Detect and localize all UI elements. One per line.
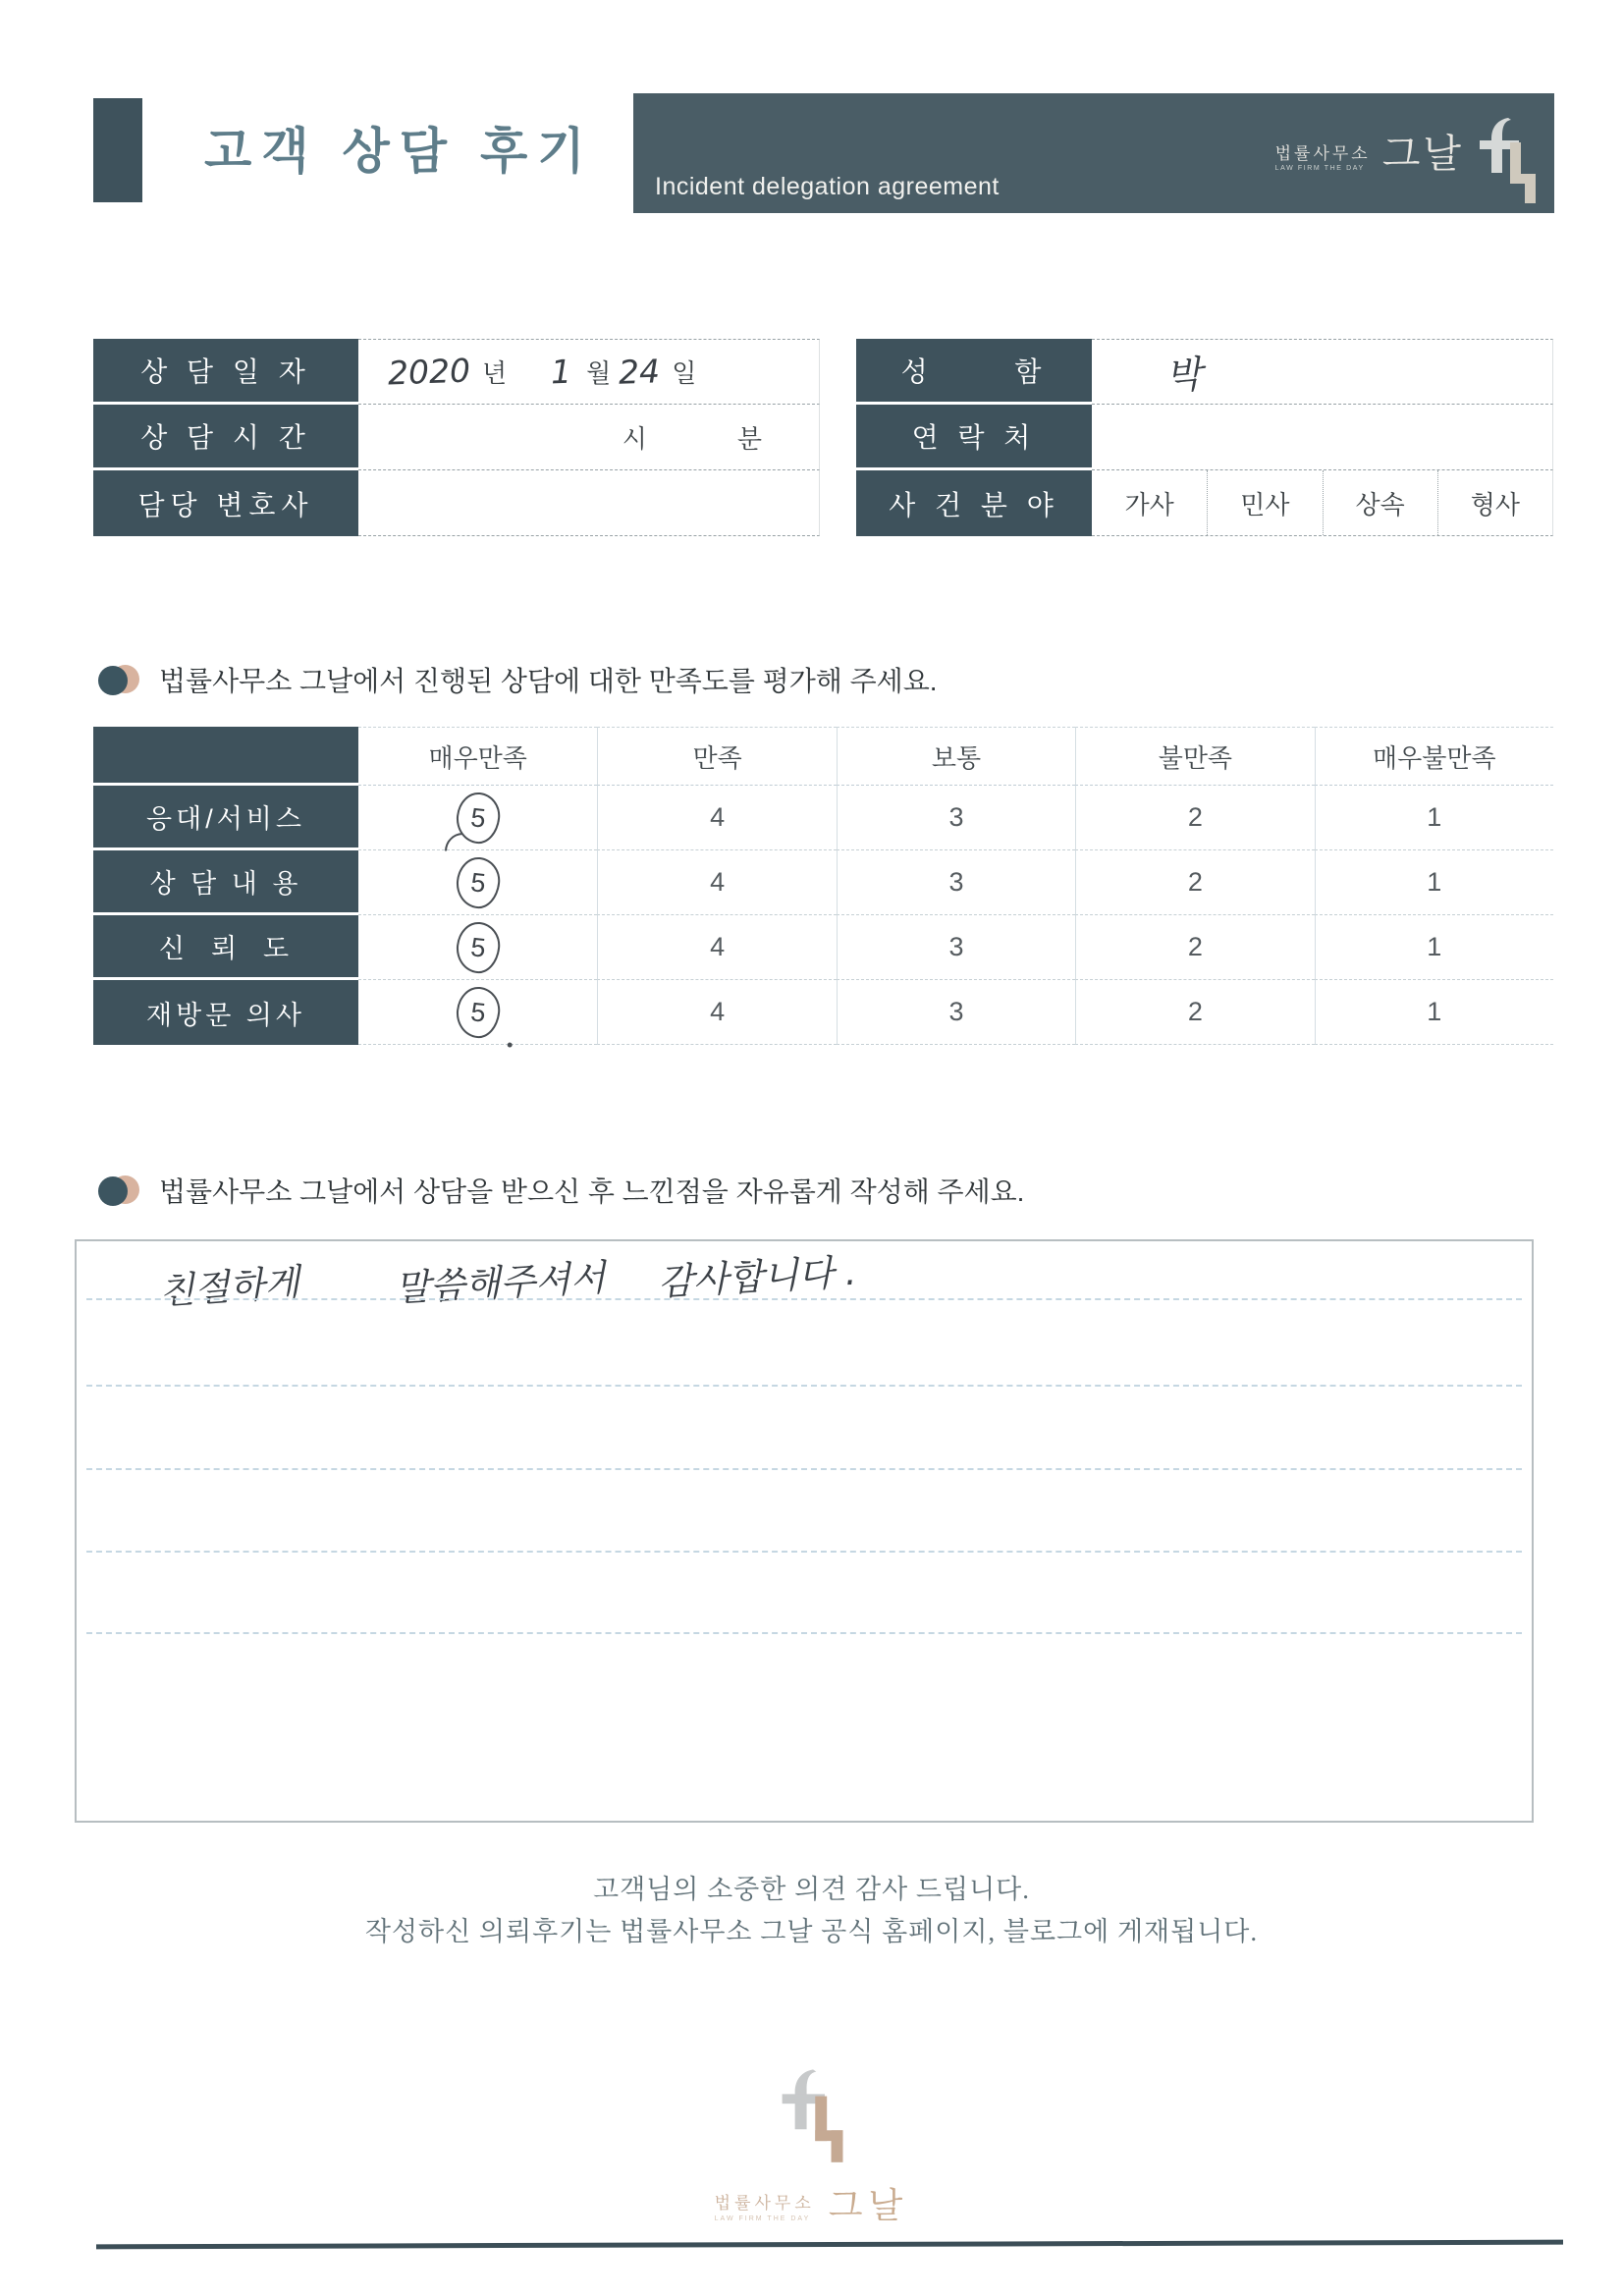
name-label: 성 함 (856, 339, 1092, 405)
brand-firm-name: 법률사무소 LAW FIRM THE DAY (1274, 144, 1371, 172)
case-option-minsa: 민사 (1207, 470, 1322, 535)
comment-intro-text: 법률사무소 그날에서 상담을 받으신 후 느낀점을 자유롭게 작성해 주세요. (159, 1176, 1025, 1207)
row-label-revisit: 재방문 의사 (93, 980, 358, 1045)
row-label-trust: 신 뢰 도 (93, 915, 358, 980)
handwritten-circle-mark: 5 (454, 984, 502, 1039)
column-header-satisfied: 만족 (597, 727, 836, 786)
column-header-unsatisfied: 불만족 (1075, 727, 1314, 786)
rating-cell: 1 (1315, 915, 1553, 980)
header-accent-block (93, 98, 142, 202)
rating-cell: 4 (597, 980, 836, 1045)
time-label: 상 담 시 간 (93, 405, 358, 470)
footer-thanks-line: 고객님의 소중한 의견 감사 드립니다. (593, 1875, 1030, 1904)
handwritten-comment-part3: 감사합니다 . (657, 1250, 858, 1304)
attorney-field (358, 470, 820, 536)
footer-brand-name-large: 그날 (828, 2185, 909, 2225)
writing-guide-line (86, 1632, 1522, 1634)
writing-guide-line (86, 1385, 1522, 1387)
rating-cell: 4 (597, 915, 836, 980)
day-unit: 일 (672, 358, 697, 388)
law-firm-logo-icon (778, 2064, 846, 2164)
rating-cell: 1 (1315, 786, 1553, 850)
time-field (358, 405, 820, 470)
rating-cell (358, 850, 597, 915)
row-label-content: 상 담 내 용 (93, 850, 358, 915)
handwritten-circle-mark: 5 (454, 919, 502, 974)
writing-guide-line (86, 1468, 1522, 1470)
rating-cell: 1 (1315, 850, 1553, 915)
rating-cell: 2 (1075, 850, 1314, 915)
rating-cell: 1 (1315, 980, 1553, 1045)
section-bullet-icon (98, 1175, 141, 1207)
column-header-very-satisfied: 매우만족 (358, 727, 597, 786)
writing-guide-line (86, 1298, 1522, 1300)
handwritten-name: 박 (1163, 352, 1204, 399)
footer-brand-wordmark (715, 2178, 909, 2228)
handwritten-year: 2020 (387, 351, 471, 393)
case-option-gasa: 가사 (1124, 489, 1174, 519)
case-option-sangsok: 상속 (1323, 470, 1437, 535)
rating-cell: 3 (837, 850, 1075, 915)
law-firm-logo-icon (1476, 113, 1539, 205)
header-banner (633, 93, 1554, 213)
satisfaction-intro-text: 법률사무소 그날에서 진행된 상담에 대한 만족도를 평가해 주세요. (159, 666, 938, 696)
footer-brand-block (0, 2064, 1623, 2228)
attorney-label: 담당 변호사 (93, 470, 358, 536)
client-info-table (856, 339, 1553, 536)
rating-cell: 3 (837, 980, 1075, 1045)
handwritten-circle-mark: 5 (454, 854, 502, 909)
column-header-very-unsatisfied: 매우불만족 (1315, 727, 1553, 786)
handwritten-comment-part1: 친절하게 (157, 1261, 301, 1313)
name-field (1092, 339, 1553, 405)
row-label-service: 응대/서비스 (93, 786, 358, 850)
consultation-info-table (93, 339, 820, 536)
rating-cell (358, 915, 597, 980)
year-unit: 년 (481, 358, 508, 388)
page-title: 고객 상담 후기 (204, 124, 595, 179)
hour-unit: 시 (622, 423, 647, 454)
contact-label: 연 락 처 (856, 405, 1092, 470)
footer-firm-name: 법률사무소 LAW FIRM THE DAY (714, 2194, 815, 2222)
minute-unit: 분 (736, 423, 762, 454)
rating-cell: 2 (1075, 915, 1314, 980)
writing-guide-line (86, 1551, 1522, 1553)
case-field-label: 사 건 분 야 (856, 470, 1092, 536)
banner-subtitle: Incident delegation agreement (655, 173, 1000, 200)
rating-cell: 3 (837, 915, 1075, 980)
footer-notice-line: 작성하신 의뢰후기는 법률사무소 그날 공식 홈페이지, 블로그에 게재됩니다. (364, 1917, 1259, 1946)
rating-corner-cell (93, 727, 358, 786)
rating-cell: 3 (837, 786, 1075, 850)
column-header-neutral: 보통 (837, 727, 1075, 786)
rating-cell: 2 (1075, 980, 1314, 1045)
month-unit: 월 (586, 358, 612, 388)
case-field-options (1092, 470, 1553, 536)
brand-name-large: 그날 (1381, 133, 1464, 176)
rating-cell (358, 786, 597, 850)
date-field (358, 339, 820, 405)
brand-wordmark (1275, 123, 1464, 179)
bottom-divider (96, 2240, 1563, 2250)
handwritten-month: 1 (550, 352, 572, 392)
rating-cell (358, 980, 597, 1045)
rating-cell: 4 (597, 850, 836, 915)
comment-section-intro (98, 1171, 1024, 1210)
handwritten-circle-mark: 5 (454, 790, 502, 845)
satisfaction-section-intro (98, 660, 938, 699)
handwritten-day: 24 (618, 352, 661, 392)
date-label: 상 담 일 자 (93, 339, 358, 405)
rating-cell: 2 (1075, 786, 1314, 850)
free-comment-box (75, 1239, 1534, 1823)
contact-field (1092, 405, 1553, 470)
case-option-hyeongsa: 형사 (1437, 470, 1552, 535)
rating-cell: 4 (597, 786, 836, 850)
handwritten-comment-part2: 말씀해주셔서 (394, 1256, 607, 1310)
satisfaction-rating-table (93, 727, 1553, 1045)
section-bullet-icon (98, 664, 141, 696)
